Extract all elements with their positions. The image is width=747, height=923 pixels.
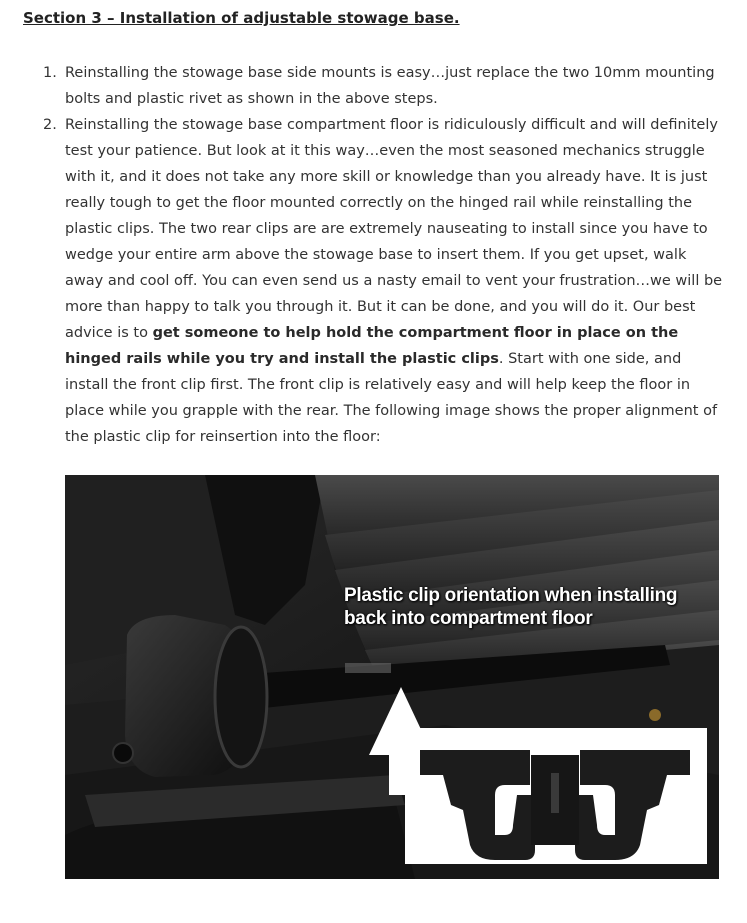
- caption-line-1: Plastic clip orientation when installing: [344, 585, 678, 606]
- section-heading: Section 3 – Installation of adjustable stowage base.: [23, 9, 460, 27]
- hinge-knob: [113, 615, 267, 777]
- step-number: 1.: [43, 65, 57, 81]
- photo-illustration: [65, 475, 719, 879]
- caption-line-2: back into compartment floor: [344, 608, 593, 629]
- step-number: 2.: [43, 117, 57, 133]
- step-text-intro: Reinstalling the stowage base compartment floor is ridiculously difficult and will definitely test your patience. But look at it this way…even the most seasoned mechanics struggle with it, and it does not take any more skill or knowledge than you already have. It is just really tough to get the floor mounted correctly on the hinged rail while reinstalling the plastic clips. The two rear clips are are extremely nauseating to install since you have to wedge your entire arm above the stowage base to insert them. If you get upset, walk away and cool off. You can even send us a nasty email to vent your frustration…we will be more than happy to talk you through it. But it can be done, and you will do it. Our best advice is to: [65, 117, 723, 341]
- step-text-outro: . Start with one side, and install the front clip first. The front clip is relatively easy and will help keep the floor in place while you grapple with the rear. The following image shows the proper alignment of the plastic clip for reinsertion into the floor:: [65, 351, 718, 445]
- list-item: [0, 60, 725, 112]
- clip-orientation-photo: [65, 475, 719, 879]
- list-item: [0, 112, 725, 450]
- step-text: Reinstalling the stowage base side mounts is easy…just replace the two 10mm mounting bolts and plastic rivet as shown in the above steps.: [65, 65, 715, 107]
- step-text: [65, 112, 725, 450]
- clip-inset: [405, 728, 707, 864]
- step-text-bold-advice: get someone to help hold the compartment floor in place on the hinged rails while you try and install the plastic clips: [65, 325, 679, 367]
- instruction-list: [0, 60, 747, 450]
- photo-caption: [344, 584, 677, 630]
